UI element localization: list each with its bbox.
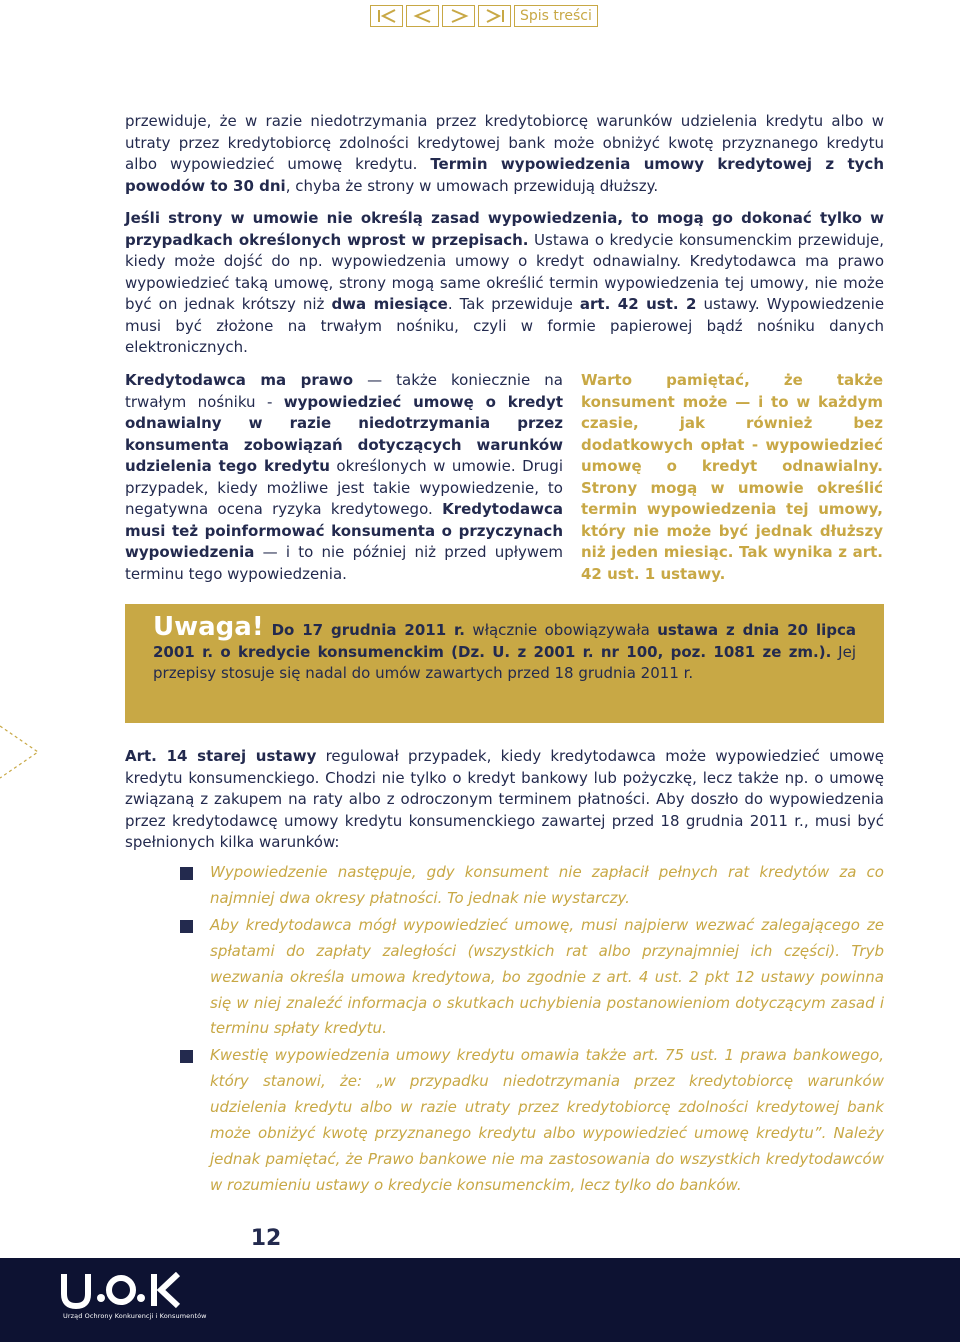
dashed-chevron-decoration <box>0 722 42 782</box>
bullet-square-icon <box>180 867 193 880</box>
logo-caption: Urząd Ochrony Konkurencji i Konsumentów <box>63 1312 207 1320</box>
uokik-logo <box>60 1272 184 1310</box>
prev-page-button[interactable] <box>406 5 439 27</box>
highlight-note: Warto pamiętać, że także konsument może — i to w każdym czasie, jak również bez dodatkowych opłat - wypowiedzieć umowę o kredyt odnawialny. Strony mogą w umowie określić termin wypowiedzenia tej umowy, który nie może być jednak dłuższy niż jeden miesiąc. Tak wynika z art. 42 ust. 1 ustawy. <box>581 371 883 583</box>
conditions-list <box>180 860 884 1200</box>
next-page-button[interactable] <box>442 5 475 27</box>
top-navigation <box>370 5 598 27</box>
list-item: Wypowiedzenie następuje, gdy konsument nie zapłacił pełnych rat kredytów za co najmniej dwa okresy płatności. To jednak nie wystarczy. <box>180 860 884 912</box>
list-item: Kwestię wypowiedzenia umowy kredytu omawia także art. 75 ust. 1 prawa bankowego, który stanowi, że: „w przypadku niedotrzymania przez kredytobiorcę warunków udzielenia kredytu albo w razie utraty przez kredytobiorcę zdolności kredytowej bank może obniżyć kwotę przyznanego kredytu albo wypowiedzieć umowę kredytu”. Należy jednak pamiętać, że Prawo bankowe nie ma zastosowania do wszystkich kredytodawców w rozumieniu ustawy o kredycie konsumenckim, lecz tylko do banków. <box>180 1043 884 1198</box>
paragraph-1: przewiduje, że w razie niedotrzymania przez kredytobiorcę warunków udzielenia kredytu albo w utraty przez kredytobiorcę zdolności kredytowej bank może obniżyć kwotę przyznanego kredytu albo wypowiedzieć umowę kredytu. Termin wypowiedzenia umowy kredytowej z tych powodów to 30 dni, chyba że strony w umowach przewidują dłuższy. <box>125 112 884 195</box>
warning-box <box>125 604 884 723</box>
next-page-icon <box>448 9 470 23</box>
prev-page-icon <box>412 9 434 23</box>
last-page-button[interactable] <box>478 5 511 27</box>
bullet-square-icon <box>180 1050 193 1063</box>
first-page-button[interactable] <box>370 5 403 27</box>
warning-text: Uwaga! Do 17 grudnia 2011 r. włącznie obowiązywała ustawa z dnia 20 lipca 2001 r. o kredycie konsumenckim (Dz. U. z 2001 r. nr 100, poz. 1081 ze zm.). Jej przepisy stosuje się nadal do umów zawartych przed 18 grudnia 2011 r. <box>153 612 857 682</box>
paragraph-3: Art. 14 starej ustawy regulował przypadek, kiedy kredytodawca może wypowiedzieć umowę kredytu konsumenckiego. Chodzi nie tylko o kredyt bankowy lub pożyczkę, lecz także np. o umowę związaną z zakupem na raty albo z odroczonym terminem płatności. Aby doszło do wypowiedzenia przez kredytodawcę umowy kredytu konsumenckiego zawartej przed 18 grudnia 2011 r., musi być spełnionych kilka warunków: <box>125 747 884 851</box>
warning-heading: Uwaga! <box>153 612 264 642</box>
first-page-icon <box>376 9 398 23</box>
page-number: 12 <box>250 1226 282 1251</box>
paragraph-2: Jeśli strony w umowie nie określą zasad wypowiedzenia, to mogą go dokonać tylko w przypadkach określonych wprost w przepisach. Ustawa o kredycie konsumenckim przewiduje, kiedy może dojść do np. wypowiedzenia umowy o kredyt odnawialny. Kredytodawca ma prawo wypowiedzieć taką umowę, strony mogą same określić termin wypowiedzenia tej umowy, nie może być on jednak krótszy niż dwa miesiące. Tak przewiduje art. 42 ust. 2 ustawy. Wypowiedzenie musi być złożone na trwałym nośniku, czyli w formie papierowej bądź nośniku danych elektronicznych. <box>125 209 885 356</box>
bullet-square-icon <box>180 920 193 933</box>
last-page-icon <box>484 9 506 23</box>
list-item: Aby kredytodawca mógł wypowiedzieć umowę, musi najpierw wezwać zalegającego ze spłatami do zapłaty zaległości (wszystkich rat albo przynajmniej ich części). Tryb wezwania określa umowa kredytowa, bo zgodnie z art. 4 ust. 2 pkt 12 ustawy powinna się w niej znaleźć informacja o skutkach uchybienia postanowieniom dotyczącym zasad i terminu spłaty kredytu. <box>180 913 884 1043</box>
left-column-text: Kredytodawca ma prawo — także koniecznie na trwałym nośniku - wypowiedzieć umowę o kredyt odnawialny w razie niedotrzymania przez konsumenta zobowiązań dotyczących warunków udzielenia tego kredytu określonych w umowie. Drugi przypadek, kiedy możliwe jest takie wypowiedzenie, to negatywna ocena ryzyka kredytowego. Kredytodawca musi też poinformować konsumenta o przyczynach wypowiedzenia — i to nie później niż przed upływem terminu tego wypowiedzenia. <box>125 371 564 583</box>
footer-bar <box>0 1258 960 1342</box>
table-of-contents-link[interactable]: Spis treści <box>514 5 598 27</box>
